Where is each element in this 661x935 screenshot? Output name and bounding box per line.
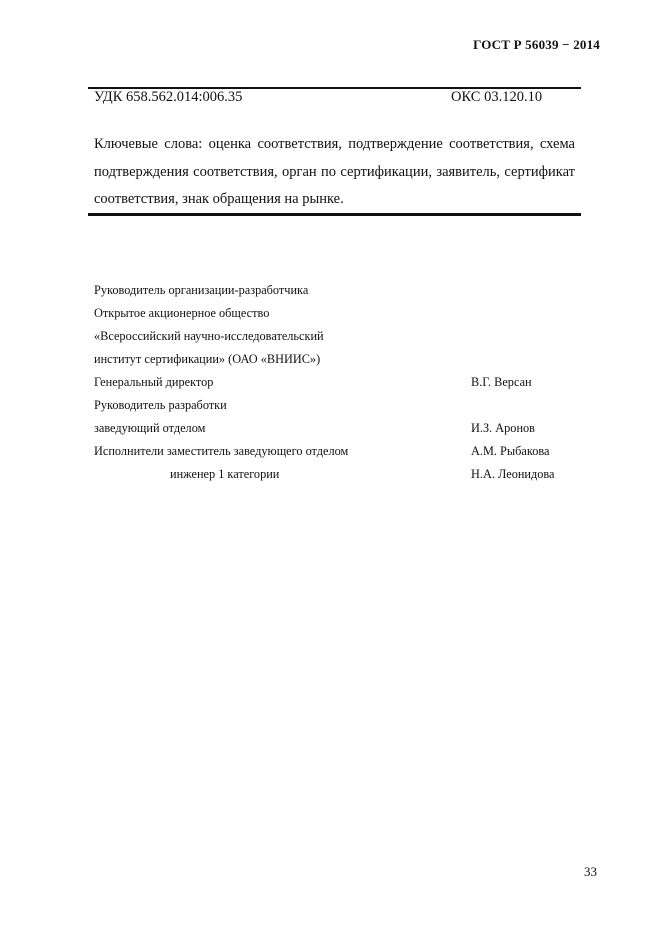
performer2-name: Н.А. Леонидова [471,467,555,481]
credits-block [94,280,574,487]
director-name: В.Г. Версан [471,375,532,389]
performers-label: Исполнители заместитель заведующего отделом [94,444,349,458]
org-name-line: «Всероссийский научно-исследовательский [94,329,324,343]
performer2-role: инженер 1 категории [170,467,280,481]
performer1-name: А.М. Рыбакова [471,444,550,458]
credits-row [94,326,574,349]
org-name-line: Открытое акционерное общество [94,306,270,320]
credits-row [94,418,574,441]
dev-head-label: Руководитель разработки [94,398,227,412]
org-name-line: институт сертификации» (ОАО «ВНИИС») [94,352,321,366]
credits-row [94,464,574,487]
credits-row [94,441,574,464]
credits-row [94,349,574,372]
dev-head-role: заведующий отделом [94,421,206,435]
keywords-paragraph: Ключевые слова: оценка соответствия, подтверждение соответствия, схема подтверждения соответствия, орган по сертификации, заявитель, сертификат соответствия, знак обращения на рынке. [94,136,575,207]
standard-code: ГОСТ Р 56039 − 2014 [473,37,600,52]
dev-head-name: И.З. Аронов [471,421,535,435]
credits-row [94,280,574,303]
bottom-divider [88,213,581,216]
udk-code: УДК 658.562.014:006.35 [94,89,243,105]
credits-row [94,303,574,326]
oks-code: ОКС 03.120.10 [451,89,543,105]
credits-row [94,372,574,395]
page-number: 33 [584,864,597,879]
org-head-label: Руководитель организации-разработчика [94,283,309,297]
credits-row [94,395,574,418]
director-role: Генеральный директор [94,375,214,389]
